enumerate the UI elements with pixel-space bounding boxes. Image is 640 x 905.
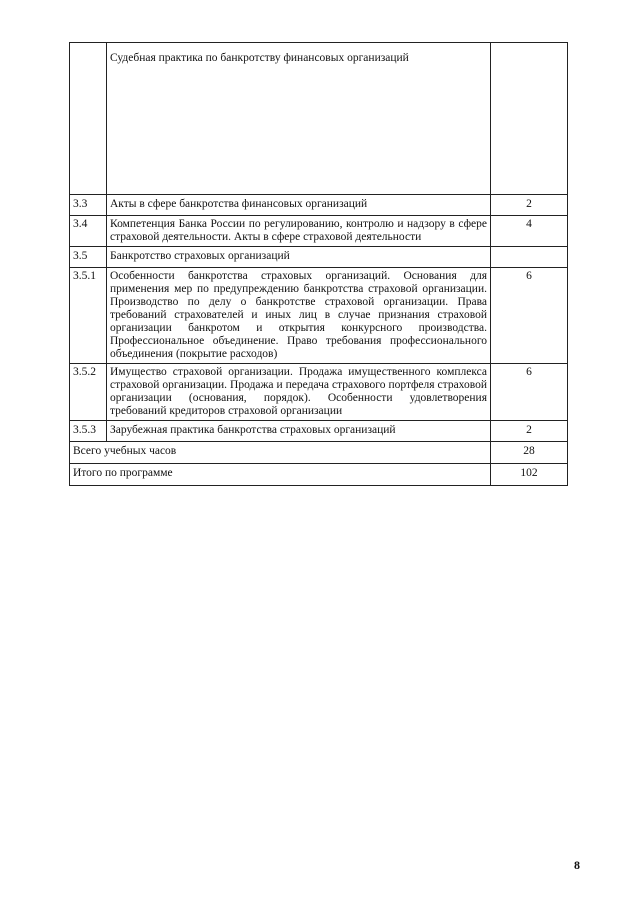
- row-number: 3.5.2: [70, 364, 107, 421]
- row-title: Особенности банкротства страховых организаций. Основания для применения мер по предупреждению банкротства страховой организации. Производство по делу о банкротстве страховой организации. Права требований страхователей и иных лиц в случае признания страховой организации банкротом и открытия конкурсного производства. Профессиональное объединение. Право требования профессионального объединения (покрытие расходов): [107, 268, 491, 364]
- table-row: [70, 421, 568, 442]
- total-hours: 28: [491, 442, 568, 464]
- row-title: Судебная практика по банкротству финансовых организаций: [107, 43, 491, 195]
- row-number: 3.4: [70, 216, 107, 247]
- total-row-program: [70, 464, 568, 486]
- row-number: 3.5.3: [70, 421, 107, 442]
- row-number: 3.5.1: [70, 268, 107, 364]
- row-title: Компетенция Банка России по регулированию, контролю и надзору в сфере страховой деятельности. Акты в сфере страховой деятельности: [107, 216, 491, 247]
- table-row: [70, 216, 568, 247]
- row-title: Банкротство страховых организаций: [107, 247, 491, 268]
- table-row: [70, 364, 568, 421]
- curriculum-table: [69, 42, 568, 486]
- total-row-study-hours: [70, 442, 568, 464]
- row-number: [70, 43, 107, 195]
- row-title: Имущество страховой организации. Продажа имущественного комплекса страховой организации. Продажа и передача страхового портфеля страховой организации (основания, порядок). Особенности удовлетворения требований кредиторов страховой организации: [107, 364, 491, 421]
- table-row: [70, 268, 568, 364]
- total-label: Всего учебных часов: [70, 442, 491, 464]
- total-label: Итого по программе: [70, 464, 491, 486]
- total-hours: 102: [491, 464, 568, 486]
- row-hours: 2: [491, 195, 568, 216]
- page-number: 8: [574, 858, 580, 872]
- row-number: 3.5: [70, 247, 107, 268]
- table-row: [70, 195, 568, 216]
- row-title: Акты в сфере банкротства финансовых организаций: [107, 195, 491, 216]
- row-hours: 6: [491, 364, 568, 421]
- row-number: 3.3: [70, 195, 107, 216]
- row-title: Зарубежная практика банкротства страховых организаций: [107, 421, 491, 442]
- row-hours: 4: [491, 216, 568, 247]
- row-hours: [491, 247, 568, 268]
- row-hours: 2: [491, 421, 568, 442]
- table-row: [70, 247, 568, 268]
- table-row: [70, 43, 568, 195]
- row-hours: [491, 43, 568, 195]
- row-hours: 6: [491, 268, 568, 364]
